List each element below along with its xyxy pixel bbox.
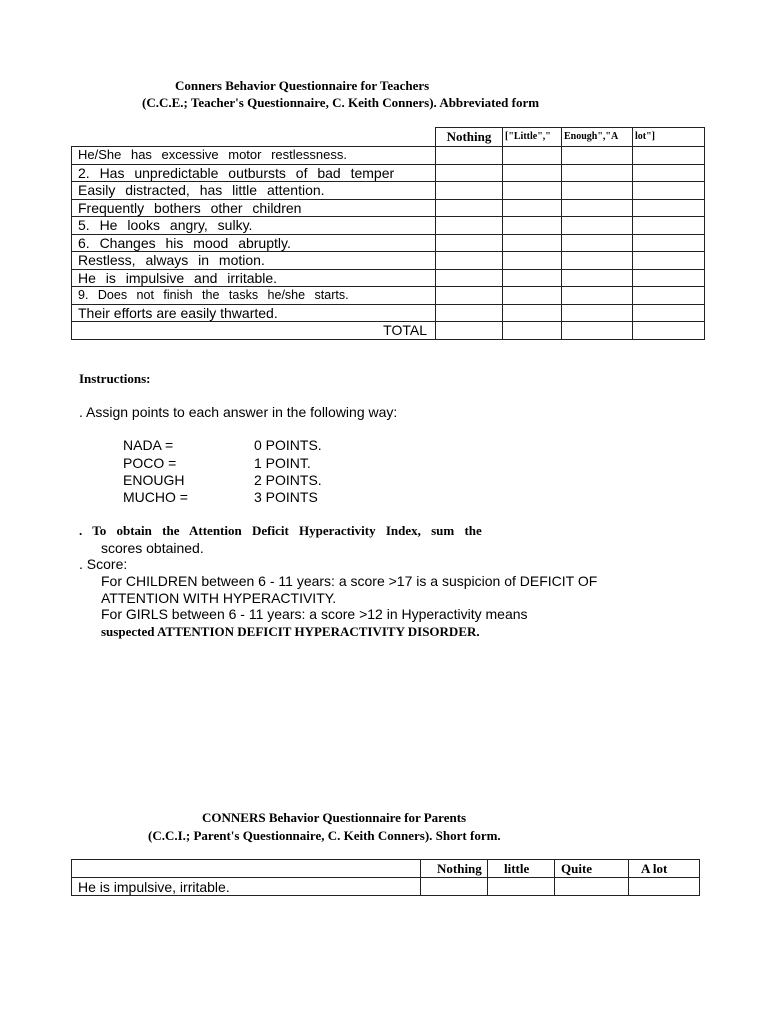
girls-criterion: For GIRLS between 6 - 11 years: a score >12 in Hyperactivity means — [101, 606, 528, 622]
item-label: Restless, always in motion. — [72, 252, 436, 270]
answer-cell[interactable] — [633, 252, 705, 270]
answer-cell[interactable] — [436, 234, 503, 252]
answer-cell[interactable] — [488, 878, 555, 896]
table-row — [72, 234, 705, 252]
column-header-nothing: Nothing — [421, 860, 488, 878]
column-header-little: ["Little"," — [503, 128, 562, 147]
item-label: Their efforts are easily thwarted. — [72, 304, 436, 322]
answer-cell[interactable] — [633, 304, 705, 322]
instructions-heading: Instructions: — [79, 371, 151, 386]
answer-cell[interactable] — [629, 878, 700, 896]
answer-cell[interactable] — [633, 182, 705, 200]
answer-cell[interactable] — [633, 287, 705, 305]
total-cell[interactable] — [633, 322, 705, 340]
table-row — [72, 217, 705, 235]
answer-cell[interactable] — [633, 217, 705, 235]
answer-cell[interactable] — [436, 269, 503, 287]
column-header-quite: Quite — [555, 860, 629, 878]
answer-cell[interactable] — [436, 304, 503, 322]
obtain-index-text: . To obtain the Attention Deficit Hyperactivity Index, sum the — [79, 523, 482, 538]
teachers-subtitle: (C.C.E.; Teacher's Questionnaire, C. Keith Conners). Abbreviated form — [142, 95, 540, 110]
scale-points: 0 POINTS. — [254, 437, 322, 453]
answer-cell[interactable] — [503, 252, 562, 270]
table-row — [72, 252, 705, 270]
column-header-little: little — [488, 860, 555, 878]
column-header-a-lot: lot"] — [633, 128, 705, 147]
header-blank-cell — [72, 128, 436, 147]
item-label: 5. He looks angry, sulky. — [72, 217, 436, 235]
parents-subtitle: (C.C.I.; Parent's Questionnaire, C. Keith Conners). Short form. — [148, 828, 501, 843]
answer-cell[interactable] — [633, 234, 705, 252]
column-header-a-lot: A lot — [629, 860, 700, 878]
total-cell[interactable] — [562, 322, 633, 340]
table-header-row — [72, 128, 705, 147]
answer-cell[interactable] — [562, 234, 633, 252]
answer-cell[interactable] — [436, 287, 503, 305]
table-row — [72, 164, 705, 182]
answer-cell[interactable] — [555, 878, 629, 896]
answer-cell[interactable] — [562, 217, 633, 235]
table-row — [72, 269, 705, 287]
total-label: TOTAL — [72, 322, 436, 340]
answer-cell[interactable] — [436, 164, 503, 182]
item-label: Frequently bothers other children — [72, 199, 436, 217]
answer-cell[interactable] — [436, 217, 503, 235]
answer-cell[interactable] — [503, 182, 562, 200]
total-cell[interactable] — [503, 322, 562, 340]
assign-points-text: . Assign points to each answer in the following way: — [79, 404, 398, 420]
girls-criterion-cont: suspected ATTENTION DEFICIT HYPERACTIVITY DISORDER. — [101, 624, 480, 639]
scale-label: MUCHO = — [123, 489, 188, 505]
answer-cell[interactable] — [503, 217, 562, 235]
table-row — [72, 878, 700, 896]
table-header-row — [72, 860, 700, 878]
answer-cell[interactable] — [421, 878, 488, 896]
answer-cell[interactable] — [562, 182, 633, 200]
answer-cell[interactable] — [633, 164, 705, 182]
answer-cell[interactable] — [562, 287, 633, 305]
scale-label: NADA = — [123, 437, 174, 453]
teachers-questionnaire-table — [71, 127, 705, 340]
answer-cell[interactable] — [503, 147, 562, 165]
answer-cell[interactable] — [562, 199, 633, 217]
answer-cell[interactable] — [633, 269, 705, 287]
answer-cell[interactable] — [562, 269, 633, 287]
scale-label: ENOUGH — [123, 472, 185, 488]
answer-cell[interactable] — [562, 252, 633, 270]
item-label: He is impulsive and irritable. — [72, 269, 436, 287]
answer-cell[interactable] — [436, 252, 503, 270]
children-criterion-cont: ATTENTION WITH HYPERACTIVITY. — [101, 590, 337, 606]
answer-cell[interactable] — [633, 147, 705, 165]
column-header-nothing: Nothing — [436, 128, 503, 147]
column-header-enough: Enough","A — [562, 128, 633, 147]
answer-cell[interactable] — [503, 304, 562, 322]
answer-cell[interactable] — [503, 287, 562, 305]
item-label: 2. Has unpredictable outbursts of bad temper — [72, 164, 436, 182]
answer-cell[interactable] — [562, 164, 633, 182]
parents-title: CONNERS Behavior Questionnaire for Parents — [202, 810, 467, 825]
item-label: He is impulsive, irritable. — [72, 878, 421, 896]
header-blank-cell — [72, 860, 421, 878]
answer-cell[interactable] — [503, 199, 562, 217]
obtain-index-text-cont: scores obtained. — [101, 540, 204, 556]
answer-cell[interactable] — [436, 199, 503, 217]
answer-cell[interactable] — [503, 234, 562, 252]
total-row — [72, 322, 705, 340]
item-label: Easily distracted, has little attention. — [72, 182, 436, 200]
answer-cell[interactable] — [503, 164, 562, 182]
scale-points: 1 POINT. — [254, 455, 311, 471]
teachers-title: Conners Behavior Questionnaire for Teachers — [175, 78, 430, 93]
answer-cell[interactable] — [436, 147, 503, 165]
scale-label: POCO = — [123, 455, 177, 471]
answer-cell[interactable] — [436, 182, 503, 200]
total-cell[interactable] — [436, 322, 503, 340]
answer-cell[interactable] — [562, 147, 633, 165]
table-row — [72, 182, 705, 200]
item-label: He/She has excessive motor restlessness. — [72, 147, 436, 165]
answer-cell[interactable] — [633, 199, 705, 217]
table-row — [72, 199, 705, 217]
table-row — [72, 287, 705, 305]
item-label: 6. Changes his mood abruptly. — [72, 234, 436, 252]
answer-cell[interactable] — [503, 269, 562, 287]
table-row — [72, 304, 705, 322]
children-criterion: For CHILDREN between 6 - 11 years: a score >17 is a suspicion of DEFICIT OF — [101, 573, 598, 589]
parents-questionnaire-table — [71, 859, 700, 896]
scale-points: 2 POINTS. — [254, 472, 322, 488]
answer-cell[interactable] — [562, 304, 633, 322]
item-label: 9. Does not finish the tasks he/she starts. — [72, 287, 436, 305]
table-row — [72, 147, 705, 165]
score-label: . Score: — [79, 556, 128, 572]
scale-points: 3 POINTS — [254, 489, 318, 505]
